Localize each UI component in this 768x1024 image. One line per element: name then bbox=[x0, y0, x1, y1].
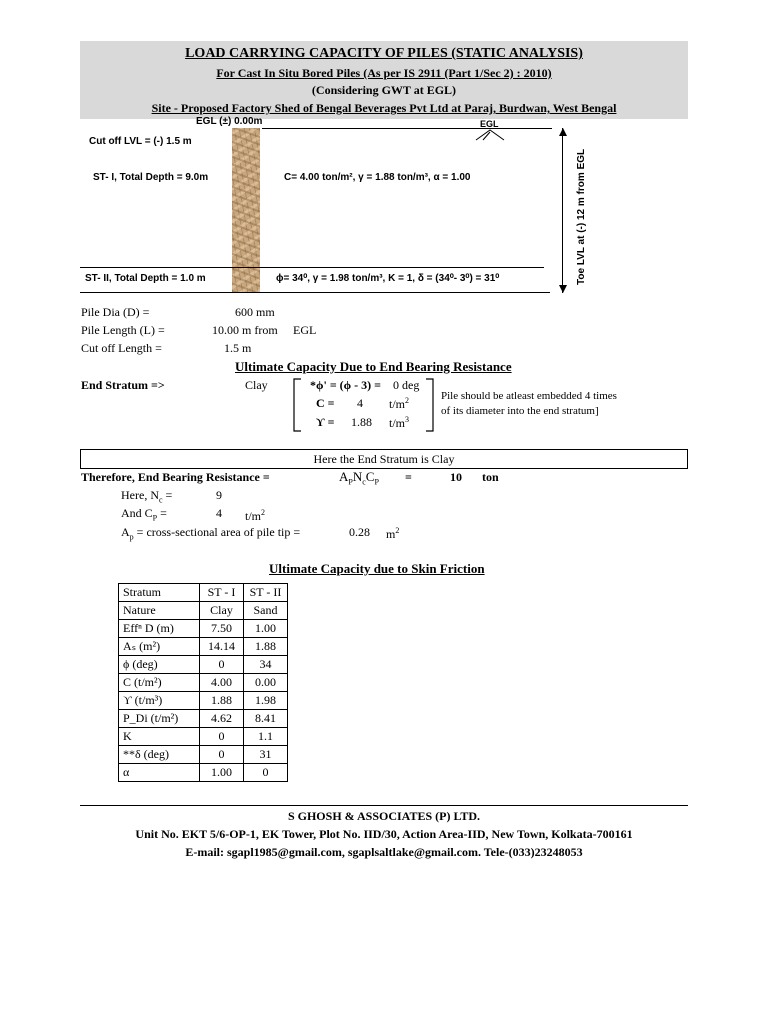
table-cell: P_Di (t/m²) bbox=[119, 710, 200, 728]
footer-company: S GHOSH & ASSOCIATES (P) LTD. bbox=[287, 809, 481, 823]
document-title: LOAD CARRYING CAPACITY OF PILES (STATIC ANALYSIS) bbox=[185, 46, 583, 61]
table-header-row bbox=[119, 584, 288, 602]
table-cell: **δ (deg) bbox=[119, 746, 200, 764]
footer-divider bbox=[80, 805, 688, 806]
stratum-2-properties: ϕ= 34⁰, γ = 1.98 ton/m³, K = 1, δ = (34⁰- 3⁰) = 31⁰ bbox=[276, 273, 500, 284]
ap-value: 0.28 bbox=[349, 525, 370, 539]
formula-a-sub: P bbox=[348, 477, 353, 487]
table-cell: 8.41 bbox=[244, 710, 288, 728]
pile-dia-label: Pile Dia (D) = bbox=[81, 305, 150, 319]
document-subtitle: For Cast In Situ Bored Piles (As per IS 2911 (Part 1/Sec 2) : 2010) bbox=[216, 66, 552, 80]
table-cell: α bbox=[119, 764, 200, 782]
table-cell: Aₛ (m²) bbox=[119, 638, 200, 656]
table-cell: K bbox=[119, 728, 200, 746]
cutoff-length-value: 1.5 m bbox=[224, 341, 252, 355]
stratum-2-label: ST- II, Total Depth = 1.0 m bbox=[85, 273, 206, 284]
table-row bbox=[119, 746, 288, 764]
pile-length-value: 10.00 m from bbox=[212, 323, 278, 337]
document-header bbox=[80, 41, 688, 119]
table-row bbox=[119, 710, 288, 728]
table-cell: ϕ (deg) bbox=[119, 656, 200, 674]
end-stratum-label: End Stratum => bbox=[81, 378, 165, 392]
table-cell: 34 bbox=[244, 656, 288, 674]
cutoff-length-label: Cut off Length = bbox=[81, 341, 162, 355]
table-cell: ϒ (t/m³) bbox=[119, 692, 200, 710]
pile-length-ref: EGL bbox=[293, 323, 317, 337]
table-cell: 4.00 bbox=[200, 674, 244, 692]
gamma-value: 1.88 bbox=[351, 415, 372, 429]
c-value: 4 bbox=[357, 396, 363, 410]
site-line: Site - Proposed Factory Shed of Bengal Beverages Pvt Ltd at Paraj, Burdwan, West Bengal bbox=[151, 101, 617, 115]
cp-unit-exp: 2 bbox=[261, 508, 266, 517]
ap-text: = cross-sectional area of pile tip = bbox=[136, 525, 301, 539]
footer-contact: E-mail: sgapl1985@gmail.com, sgaplsaltlake@gmail.com. Tele-(033)23248053 bbox=[185, 845, 583, 859]
table-row bbox=[119, 620, 288, 638]
c-unit-exp: 2 bbox=[405, 396, 410, 405]
table-row bbox=[119, 602, 288, 620]
end-bearing-heading: Ultimate Capacity Due to End Bearing Resistance bbox=[235, 359, 512, 374]
formula-a: A bbox=[339, 469, 349, 484]
pile-dia-value: 600 mm bbox=[235, 305, 275, 319]
gamma-unit bbox=[389, 415, 409, 431]
c-unit-text: t/m bbox=[389, 397, 406, 411]
end-bearing-result-label: Therefore, End Bearing Resistance = bbox=[81, 470, 270, 484]
toe-level-label: Toe LVL at (-) 12 m from EGL bbox=[576, 148, 587, 285]
egl-marker-icon bbox=[474, 128, 508, 142]
cp-unit-text: t/m bbox=[245, 509, 262, 523]
table-cell: 1.88 bbox=[200, 692, 244, 710]
table-header-cell: Stratum bbox=[119, 584, 200, 602]
phi-value: 0 deg bbox=[393, 378, 420, 392]
ap-unit-exp: 2 bbox=[395, 526, 400, 535]
table-cell: 0 bbox=[200, 656, 244, 674]
embed-note-2: of its diameter into the end stratum] bbox=[441, 405, 599, 417]
embed-note-1: Pile should be atleast embedded 4 times bbox=[441, 390, 617, 402]
formula-n: N bbox=[352, 469, 363, 484]
nc-label-text: Here, N bbox=[121, 488, 159, 502]
phi-label: *ϕ' = (ϕ - 3) = bbox=[310, 378, 381, 392]
result-equals: = bbox=[405, 470, 412, 484]
footer-address: Unit No. EKT 5/6-OP-1, EK Tower, Plot No. IID/30, Action Area-IID, New Town, Kolkata-700161 bbox=[135, 827, 633, 841]
nc-equals: = bbox=[165, 488, 173, 502]
table-cell: Effⁿ D (m) bbox=[119, 620, 200, 638]
table-cell: 0.00 bbox=[244, 674, 288, 692]
table-header-cell: ST - I bbox=[200, 584, 244, 602]
end-bearing-formula bbox=[339, 469, 379, 487]
table-cell: 1.1 bbox=[244, 728, 288, 746]
table-cell: 1.00 bbox=[200, 764, 244, 782]
gamma-unit-text: t/m bbox=[389, 416, 406, 430]
ap-label bbox=[121, 525, 300, 541]
table-cell: 1.98 bbox=[244, 692, 288, 710]
left-bracket bbox=[292, 378, 302, 432]
nc-value: 9 bbox=[216, 488, 222, 502]
egl-line bbox=[262, 128, 552, 129]
table-cell: 0 bbox=[200, 746, 244, 764]
table-row bbox=[119, 764, 288, 782]
formula-n-sub: c bbox=[362, 477, 366, 487]
dimension-arrows bbox=[556, 126, 570, 296]
end-bearing-result-unit: ton bbox=[482, 470, 499, 484]
cp-label bbox=[121, 506, 167, 522]
formula-c-sub: P bbox=[374, 477, 379, 487]
table-cell: 1.88 bbox=[244, 638, 288, 656]
table-cell: C (t/m²) bbox=[119, 674, 200, 692]
nc-label-sub: c bbox=[158, 495, 163, 505]
table-cell: Sand bbox=[244, 602, 288, 620]
c-unit bbox=[389, 396, 409, 412]
toe-line bbox=[80, 292, 550, 293]
table-row bbox=[119, 728, 288, 746]
gamma-label: ϒ = bbox=[316, 415, 335, 429]
formula-c: C bbox=[365, 469, 375, 484]
table-header-cell: ST - II bbox=[244, 584, 288, 602]
table-cell: 1.00 bbox=[244, 620, 288, 638]
table-cell: 7.50 bbox=[200, 620, 244, 638]
end-stratum-box bbox=[80, 449, 688, 469]
ap-a: A bbox=[121, 525, 130, 539]
cp-value: 4 bbox=[216, 506, 222, 520]
stratum-1-properties: C= 4.00 ton/m², γ = 1.88 ton/m³, α = 1.00 bbox=[284, 172, 471, 183]
table-row bbox=[119, 674, 288, 692]
table-cell: 31 bbox=[244, 746, 288, 764]
egl-level-label: EGL (±) 0.00m bbox=[196, 116, 263, 127]
cp-label-text: And C bbox=[121, 506, 153, 520]
right-bracket bbox=[424, 378, 438, 432]
condition-note: (Considering GWT at EGL) bbox=[311, 83, 457, 97]
c-label: C = bbox=[316, 396, 335, 410]
table-row bbox=[119, 692, 288, 710]
end-stratum-box-text: Here the End Stratum is Clay bbox=[313, 452, 455, 466]
ap-sub: p bbox=[129, 532, 134, 542]
skin-friction-table bbox=[118, 583, 288, 782]
table-cell: Nature bbox=[119, 602, 200, 620]
table-row bbox=[119, 638, 288, 656]
gamma-unit-exp: 3 bbox=[405, 415, 410, 424]
pile-length-label: Pile Length (L) = bbox=[81, 323, 165, 337]
stratum-boundary-line bbox=[80, 267, 544, 268]
table-cell: 14.14 bbox=[200, 638, 244, 656]
end-bearing-result-value: 10 bbox=[450, 470, 462, 484]
table-cell: Clay bbox=[200, 602, 244, 620]
cp-equals: = bbox=[160, 506, 167, 520]
table-cell: 0 bbox=[200, 728, 244, 746]
nc-label bbox=[121, 488, 172, 504]
cp-unit bbox=[245, 508, 265, 524]
cutoff-label: Cut off LVL = (-) 1.5 m bbox=[89, 136, 192, 147]
table-row bbox=[119, 656, 288, 674]
skin-friction-heading: Ultimate Capacity due to Skin Friction bbox=[269, 561, 485, 576]
ap-unit bbox=[386, 526, 399, 542]
table-cell: 0 bbox=[244, 764, 288, 782]
stratum-1-label: ST- I, Total Depth = 9.0m bbox=[93, 172, 209, 183]
cp-label-sub: P bbox=[152, 513, 158, 523]
egl-marker-label: EGL bbox=[480, 119, 499, 129]
ap-unit-text: m bbox=[386, 527, 396, 541]
table-cell: 4.62 bbox=[200, 710, 244, 728]
end-stratum-value: Clay bbox=[245, 378, 268, 392]
